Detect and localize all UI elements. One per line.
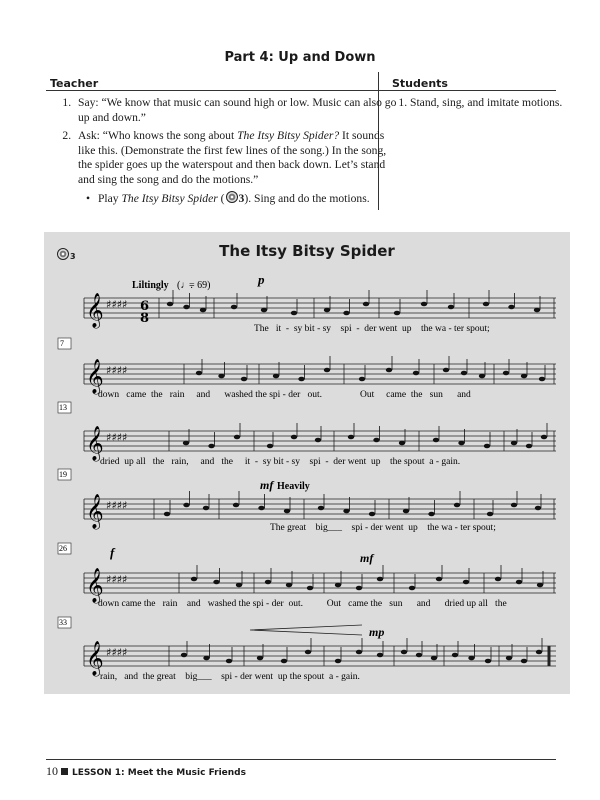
note xyxy=(324,368,330,373)
note xyxy=(273,374,279,379)
note xyxy=(196,371,202,376)
note xyxy=(487,512,493,517)
note xyxy=(403,509,409,514)
note xyxy=(203,656,209,661)
lyric-line: The it - sy bit - sy spi - der went up the wa - ter spout; xyxy=(254,324,490,334)
note xyxy=(463,580,469,585)
note xyxy=(521,374,527,379)
note xyxy=(267,444,273,449)
teacher-steps xyxy=(46,96,400,211)
teacher-step-2-bullets xyxy=(78,191,400,207)
note xyxy=(431,656,437,661)
note xyxy=(236,583,242,588)
note xyxy=(409,586,415,591)
note xyxy=(508,305,514,310)
note xyxy=(291,311,297,316)
note xyxy=(479,374,485,379)
note xyxy=(511,503,517,508)
lyric-line: The great big___ spi - der went up the wa - ter spout; xyxy=(270,523,496,533)
note xyxy=(511,441,517,446)
song-panel xyxy=(44,232,570,694)
note xyxy=(305,650,311,655)
note xyxy=(401,650,407,655)
lyric-line: down came the rain and washed the spi - der out. Out came the sun and xyxy=(98,390,471,400)
note xyxy=(234,435,240,440)
page-number: 10 xyxy=(46,764,58,778)
note xyxy=(399,441,405,446)
note xyxy=(343,509,349,514)
treble-clef-icon: 𝄞 xyxy=(86,494,104,529)
note xyxy=(416,653,422,658)
footer-rule xyxy=(46,759,556,760)
note xyxy=(503,371,509,376)
note xyxy=(541,435,547,440)
heavily-marking: Heavily xyxy=(277,481,310,492)
note xyxy=(377,653,383,658)
note xyxy=(484,444,490,449)
note xyxy=(348,435,354,440)
key-signature: ♯♯♯♯ xyxy=(106,298,128,311)
lyric-line: dried up all the rain, and the it - sy bit - sy spi - der went up the spout a - gain. xyxy=(100,457,461,467)
note xyxy=(208,444,214,449)
note xyxy=(298,377,304,382)
teacher-step-2: 2. Ask: “Who knows the song about The Itsy Bitsy Spider? It sounds like this. (Demonstrate the first few lines of the song.) In the song, the spider goes up the waterspout and then back down. Let’s stand and sing the song and do the motions.” • Play The Itsy Bitsy Spider ( 3). Sing and do the motions. xyxy=(74,129,400,207)
note xyxy=(521,659,527,664)
page-footer xyxy=(46,764,246,779)
note xyxy=(324,308,330,313)
note xyxy=(231,305,237,310)
note xyxy=(183,305,189,310)
note xyxy=(181,653,187,658)
tempo-value: = 69) xyxy=(189,280,211,291)
tempo-marking: Liltingly xyxy=(132,280,169,291)
teacher-step-1: 1. Say: “We know that music can sound high or low. Music can also go up and down.” xyxy=(74,96,400,125)
note xyxy=(356,650,362,655)
note xyxy=(454,503,460,508)
measure-numbers xyxy=(58,338,71,628)
note xyxy=(495,577,501,582)
note xyxy=(363,302,369,307)
note xyxy=(335,659,341,664)
dynamic-f: f xyxy=(110,545,115,560)
part-title: Part 4: Up and Down xyxy=(224,50,376,65)
time-signature xyxy=(140,299,149,326)
note xyxy=(452,653,458,658)
student-step-1: 1. Stand, sing, and imitate motions. xyxy=(410,96,580,111)
key-signature: ♯♯♯♯ xyxy=(106,499,128,512)
note xyxy=(359,377,365,382)
note xyxy=(443,368,449,373)
note xyxy=(164,512,170,517)
note xyxy=(377,577,383,582)
note xyxy=(369,512,375,517)
note xyxy=(483,302,489,307)
student-steps xyxy=(392,96,580,111)
note xyxy=(218,374,224,379)
square-bullet-icon xyxy=(61,768,68,775)
decrescendo-hairpin xyxy=(250,625,362,635)
note xyxy=(485,659,491,664)
note xyxy=(534,308,540,313)
treble-clef-icon: 𝄞 xyxy=(86,426,104,461)
note xyxy=(286,583,292,588)
note xyxy=(421,302,427,307)
note xyxy=(315,438,321,443)
dynamic-p: p xyxy=(258,272,265,287)
note xyxy=(284,509,290,514)
note xyxy=(436,577,442,582)
note xyxy=(386,368,392,373)
treble-clef-icon: 𝄞 xyxy=(86,641,104,676)
note xyxy=(291,435,297,440)
svg-text:6: 6 xyxy=(140,299,150,314)
note xyxy=(539,377,545,382)
staff-systems xyxy=(84,290,556,677)
note xyxy=(516,580,522,585)
note xyxy=(257,656,263,661)
note xyxy=(265,580,271,585)
header-rule xyxy=(46,90,556,91)
note xyxy=(394,311,400,316)
note xyxy=(281,659,287,664)
key-signature: ♯♯♯♯ xyxy=(106,431,128,444)
key-signature: ♯♯♯♯ xyxy=(106,573,128,586)
students-heading: Students xyxy=(392,77,448,90)
teacher-heading: Teacher xyxy=(50,77,99,90)
note xyxy=(183,441,189,446)
note xyxy=(261,308,267,313)
dynamic-mp: mp xyxy=(369,625,385,639)
note xyxy=(448,305,454,310)
note xyxy=(213,580,219,585)
note xyxy=(526,444,532,449)
note xyxy=(461,371,467,376)
measure-number: 19 xyxy=(59,470,67,479)
track-label: 3 xyxy=(56,248,76,261)
note xyxy=(373,438,379,443)
cd-icon xyxy=(226,191,238,203)
tempo-note-icon: (♩. xyxy=(177,280,193,291)
note xyxy=(200,308,206,313)
note xyxy=(468,656,474,661)
dynamic-mf-1: mf xyxy=(260,478,274,492)
note xyxy=(183,503,189,508)
note xyxy=(433,438,439,443)
treble-clef-icon: 𝄞 xyxy=(86,359,104,394)
note xyxy=(413,371,419,376)
note xyxy=(356,586,362,591)
treble-clef-icon: 𝄞 xyxy=(86,293,104,328)
song-title: The Itsy Bitsy Spider xyxy=(219,242,395,260)
note xyxy=(203,506,209,511)
note xyxy=(535,506,541,511)
sheet-music xyxy=(44,232,570,694)
note xyxy=(506,656,512,661)
lyric-line: down came the rain and washed the spi - der out. Out came the sun and dried up all the xyxy=(98,599,507,609)
note xyxy=(318,506,324,511)
measure-number: 33 xyxy=(59,618,67,627)
play-instruction: • Play The Itsy Bitsy Spider ( 3). Sing and do the motions. xyxy=(92,191,400,207)
note xyxy=(428,512,434,517)
dynamic-mf-2: mf xyxy=(360,551,374,565)
note xyxy=(233,503,239,508)
note xyxy=(191,577,197,582)
note xyxy=(343,311,349,316)
measure-number: 7 xyxy=(60,339,64,348)
lesson-label: LESSON 1: Meet the Music Friends xyxy=(72,768,246,778)
key-signature: ♯♯♯♯ xyxy=(106,364,128,377)
note xyxy=(226,659,232,664)
note xyxy=(167,302,173,307)
note xyxy=(335,583,341,588)
measure-number: 13 xyxy=(59,403,67,412)
treble-clef-icon: 𝄞 xyxy=(86,568,104,603)
note xyxy=(307,586,313,591)
note xyxy=(536,650,542,655)
key-signature: ♯♯♯♯ xyxy=(106,646,128,659)
svg-text:8: 8 xyxy=(140,311,150,326)
lyric-line: rain, and the great big___ spi - der went up the spout a - gain. xyxy=(100,672,360,682)
note xyxy=(258,506,264,511)
note xyxy=(458,441,464,446)
note xyxy=(241,377,247,382)
note xyxy=(537,583,543,588)
measure-number: 26 xyxy=(59,544,67,553)
